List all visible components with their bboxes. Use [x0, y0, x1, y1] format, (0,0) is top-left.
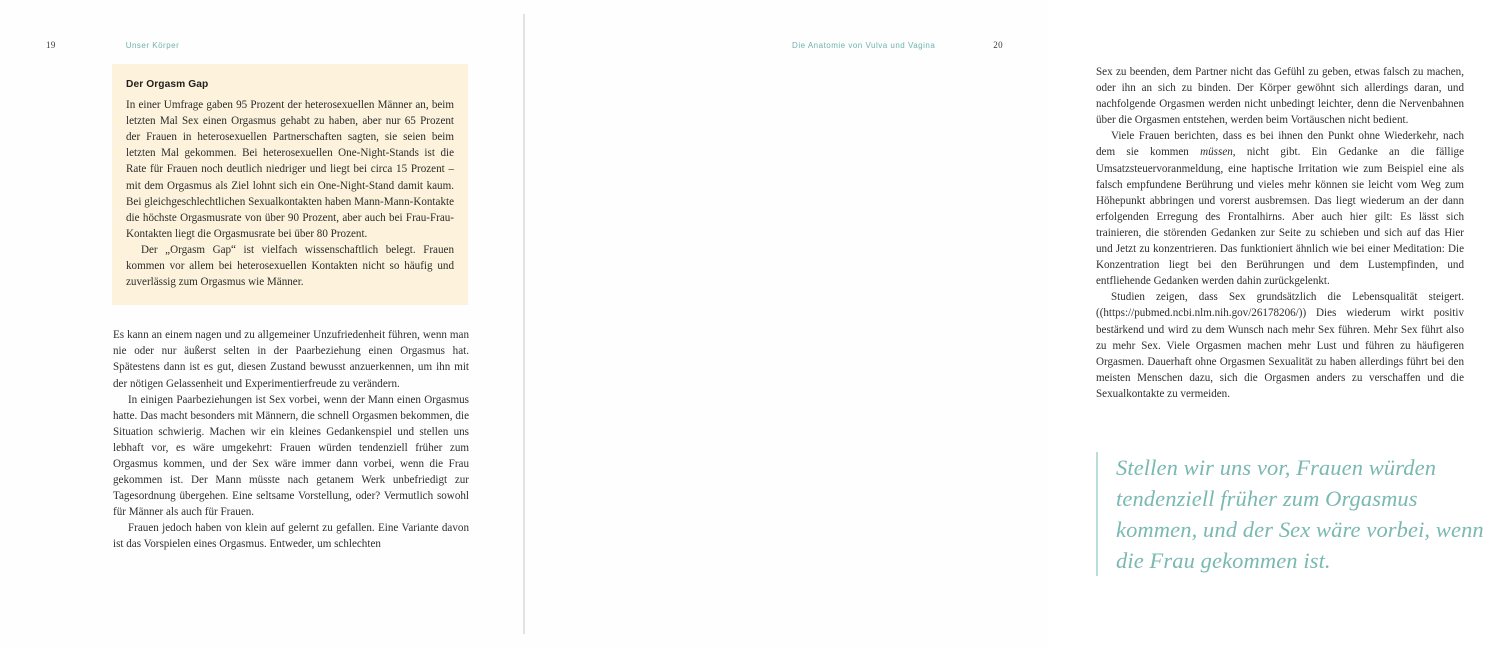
right-text-column [1096, 64, 1464, 402]
info-box-paragraph-2: Der „Orgasm Gap“ ist vielfach wissenschaftlich belegt. Frauen kommen vor allem bei heterosexuellen Kontakten nicht so häufig und zuverlässig zum Orgasmus wie Männer. [126, 243, 454, 289]
info-box-paragraph-1: In einer Umfrage gaben 95 Prozent der heterosexuellen Männer an, beim letzten Mal Sex einen Orgasmus gehabt zu haben, aber nur 65 Prozent der Frauen in heterosexuellen Partnerschaften sagten, sie seien beim letzten Mal gekommen. Bei heterosexuellen One-Night-Stands ist die Rate für Frauen noch deutlich niedriger und liegt bei circa 15 Prozent – mit dem Orgasmus als Ziel lohnt sich ein One-Night-Stand damit kaum. Bei gleichgeschlechtlichen Sexualkontakten haben Mann-Mann-Kontakte die höchste Orgasmusrate von über 90 Prozent, aber auch bei Frau-Frau-Kontakten liegt die Orgasmusrate bei über 80 Prozent. [126, 99, 454, 240]
page-gutter-spine [523, 14, 525, 634]
right-page [524, 0, 1484, 648]
pull-quote-text: Stellen wir uns vor, Frauen würden tendenziell früher zum Orgasmus kommen, und der Sex wäre vorbei, wenn die Frau gekommen ist. [1116, 455, 1484, 573]
right-body-paragraph-3: Studien zeigen, dass Sex grundsätzlich die Lebensqualität steigert. ((https://pubmed.ncbi.nlm.nih.gov/26178206/)) Dies wiederum wirkt positiv bestärkend und wird zu dem Wunsch nach mehr Sex führen. Mehr Sex führt also zu mehr Sex. Viele Orgasmen machen mehr Lust und führen zu häufigeren Orgasmen. Dauerhaft ohne Orgasmen Sexualität zu haben allerdings führt bei den meisten Menschen dazu, sich die Orgasmen anders zu verschaffen und die Sexualkontakte zu vermeiden. [1096, 291, 1464, 400]
running-head-left [46, 38, 486, 52]
highlighted-info-box [112, 64, 468, 305]
page-number-left: 19 [46, 40, 56, 50]
left-text-column [113, 64, 469, 553]
running-head-right [563, 38, 1003, 52]
page-number-right: 20 [993, 40, 1003, 50]
right-body-paragraph-1: Sex zu beenden, dem Partner nicht das Gefühl zu geben, etwas falsch zu machen, oder ihn an sich zu binden. Der Körper gewöhnt sich allerdings daran, und nachfolgende Orgasmen werden nicht unbedingt leichter, denn die Nervenbahnen über die Orgasmen entstehen, werden beim Vortäuschen nicht bedient. [1096, 66, 1464, 127]
pull-quote [1096, 452, 1488, 576]
left-body-paragraph-2: In einigen Paarbeziehungen ist Sex vorbei, wenn der Mann einen Orgasmus hatte. Das macht besonders mit Männern, die schnell Orgasmen bekommen, die Situation schwierig. Machen wir ein kleines Gedankenspiel und stellen uns lebhaft vor, es wäre umgekehrt: Frauen würden tendenziell früher zum Orgasmus kommen, und der Sex wäre immer dann vorbei, wenn die Frau gekommen ist. Der Mann müsste nach getanem Werk unbefriedigt zur Tagesordnung übergehen. Eine seltsame Vorstellung, oder? Vermutlich sowohl für Männer als auch für Frauen. [113, 393, 469, 519]
emphasised-word: müssen [1200, 146, 1233, 159]
left-body-paragraph-3: Frauen jedoch haben von klein auf gelernt zu gefallen. Eine Variante davon ist das Vorspielen eines Orgasmus. Entweder, um schlechten [113, 522, 469, 551]
info-box-heading: Der Orgasm Gap [126, 79, 209, 90]
right-body-paragraph-2: Viele Frauen berichten, dass es bei ihnen den Punkt ohne Wiederkehr, nach dem sie kommen müssen, nicht gibt. Ein Gedanke an die fällige Umsatzsteuervoranmeldung, eine haptische Irritation wie zum Beispiel eine als falsch empfundene Berührung und vieles mehr können sie leicht vom Weg zum Höhepunkt abbringen und vorerst ausbremsen. Das liegt wiederum an der dann erfolgenden Erregung des Frontalhirns. Aber auch hier gilt: Es lässt sich trainieren, die störenden Gedanken zur Seite zu schieben und sich auf das Hier und Jetzt zu konzentrieren. Das funktioniert ähnlich wie bei einer Meditation: Die Konzentration liegt bei den Berührungen und dem Lustempfinden, und entfliehende Gedanken werden dahin zurückgelenkt. [1096, 130, 1464, 288]
left-body-paragraph-1: Es kann an einem nagen und zu allgemeiner Unzufriedenheit führen, wenn man nie oder nur äußerst selten in der Paarbeziehung einen Orgasmus hat. Spätestens dann ist es gut, diesen Zustand bewusst anzuerkennen, um ihn mit der nötigen Gelassenheit und Experimentierfreude zu verändern. [113, 329, 469, 390]
running-title-right: Die Anatomie von Vulva und Vagina [792, 40, 936, 50]
left-page [0, 0, 524, 648]
running-title-left: Unser Körper [125, 40, 180, 50]
